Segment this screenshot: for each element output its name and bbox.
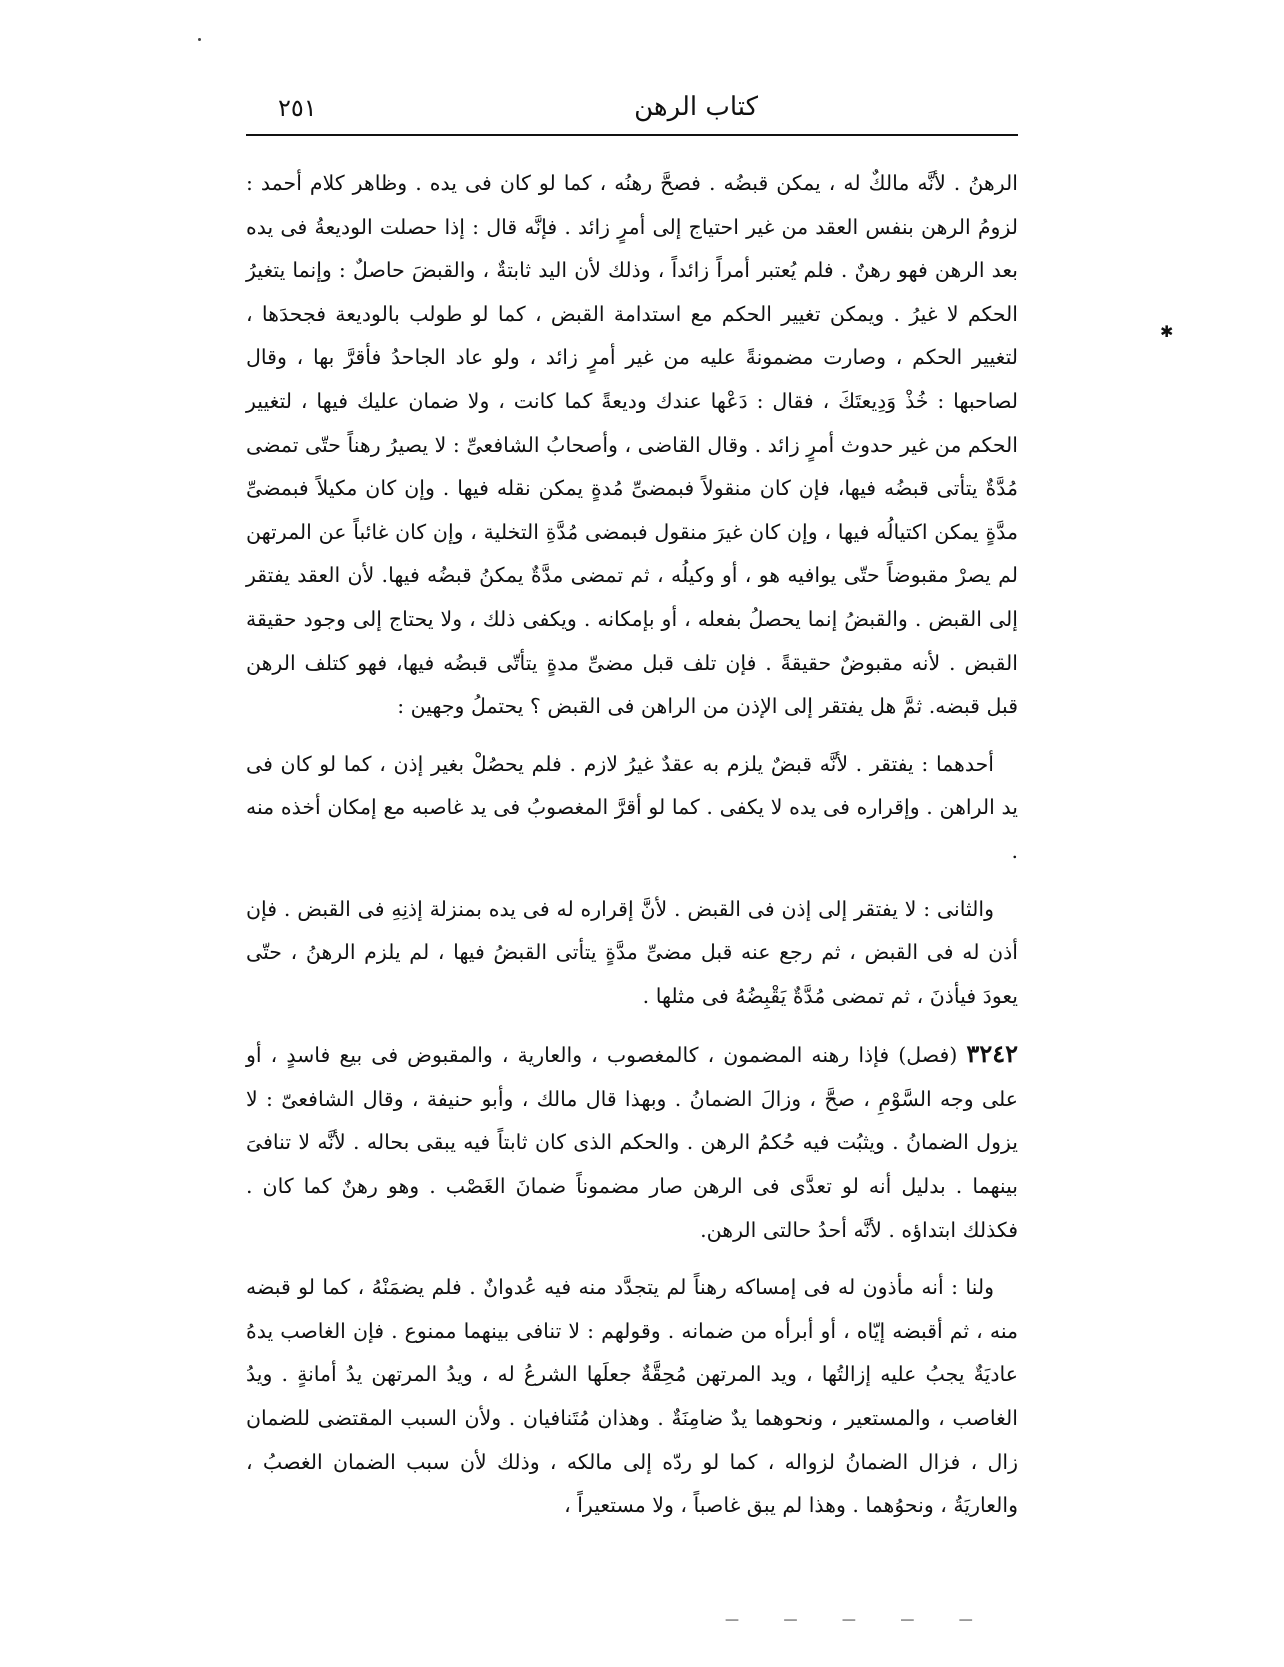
body-text xyxy=(246,162,1018,1528)
footer-marks: — — — — — xyxy=(725,1612,993,1628)
header-rule xyxy=(246,134,1018,136)
paragraph-4 xyxy=(246,1032,1018,1252)
paragraph-4-text: (فصل) فإذا رهنه المضمون ، كالمغصوب ، والعارية ، والمقبوض فى بيع فاسدٍ ، أو على وجه السَّوْمِ ، صحَّ ، وزالَ الضمانُ . وبهذا قال مالك ، وأبو حنيفة ، وقال الشافعىّ : لا يزول الضمانُ . ويثبُت فيه حُكمُ الرهن . والحكم الذى كان ثابتاً فيه يبقى بحاله . لأنَّه لا تنافىَ بينهما . بدليل أنه لو تعدَّى فى الرهن صار مضموناً ضمانَ الغَصْب . وهو رهنٌ كما كان . فكذلك ابتداؤه . لأنَّه أحدُ حالتى الرهن. xyxy=(246,1043,1018,1242)
margin-marker: ✱ xyxy=(1160,322,1174,341)
chapter-title: كتاب الرهن xyxy=(634,92,758,122)
running-header xyxy=(246,92,1018,132)
section-number: ٣٢٤٢ xyxy=(966,1039,1018,1069)
paragraph-2: أحدهما : يفتقر . لأنَّه قبضٌ يلزم به عقدٌ غيرُ لازم . فلم يحصُلْ بغير إذن ، كما لو كان فى يد الراهن . وإقراره فى يده لا يكفى . كما لو أقرَّ المغصوبُ فى يد غاصبه مع إمكان أخذه منه . xyxy=(246,751,1018,863)
paragraph-5: ولنا : أنه مأذون له فى إمساكه رهناً لم يتجدَّد منه فيه عُدوانٌ . فلم يضمَنْهُ ، كما لو قبضه منه ، ثم أقبضه إيّاه ، أو أبرأه من ضمانه . وقولهم : لا تنافى بينهما ممنوع . فإن الغاصب يدهُ عاديَةٌ يجبُ عليه إزالتُها ، ويد المرتهن مُحِقَّةٌ جعلَها الشرعُ له ، ويدُ المرتهن يدُ أمانةٍ . ويدُ الغاصب ، والمستعير ، ونحوهما يدٌ ضامِنَةٌ . وهذان مُتَنافيان . ولأن السبب المقتضى للضمان زال ، فزال الضمانُ لزواله ، كما لو ردّه إلى مالكه ، وذلك لأن سبب الضمان الغصبُ ، والعاريَةُ ، ونحوُهما . وهذا لم يبق غاصباً ، ولا مستعيراً ، xyxy=(246,1275,1018,1518)
scan-speck xyxy=(198,38,201,41)
paragraph-3: والثانى : لا يفتقر إلى إذن فى القبض . لأنَّ إقراره له فى يده بمنزلة إذنِهِ فى القبض . فإن أذن له فى القبض ، ثم رجع عنه قبل مضىِّ مدَّةٍ يتأتى القبضُ فيها ، لم يلزم الرهنُ ، حتّى يعودَ فيأذنَ ، ثم تمضى مُدَّةٌ يَقْبِضُهُ فى مثلها . xyxy=(246,896,1018,1008)
page-number: ٢٥١ xyxy=(278,94,317,122)
paragraph-1: الرهنُ . لأنَّه مالكٌ له ، يمكن قبضُه . فصحَّ رهنُه ، كما لو كان فى يده . وظاهر كلام أحمد : لزومُ الرهن بنفس العقد من غير احتياج إلى أمرٍ زائد . فإنَّه قال : إذا حصلت الوديعةُ فى يده بعد الرهن فهو رهنٌ . فلم يُعتبر أمراً زائداً ، وذلك لأن اليد ثابتةٌ ، والقبضَ حاصلٌ : وإنما يتغيرُ الحكم لا غيرُ . ويمكن تغيير الحكم مع استدامة القبض ، كما لو طولب بالوديعة فجحدَها ، لتغيير الحكم ، وصارت مضمونةً عليه من غير أمرٍ زائد ، ولو عاد الجاحدُ فأقرَّ بها ، وقال لصاحبها : خُذْ وَدِيعتَكَ ، فقال : دَعْها عندك وديعةً كما كانت ، ولا ضمان عليك فيها ، لتغيير الحكم من غير حدوث أمرٍ زائد . وقال القاضى ، وأصحابُ الشافعىِّ : لا يصيرُ رهناً حتّى تمضى مُدَّةٌ يتأتى قبضُه فيها، فإن كان منقولاً فبمضىِّ مُدةٍ يمكن نقله فيها . وإن كان مكيلاً فبمضىِّ مدَّةٍ يمكن اكتيالُه فيها ، وإن كان غيرَ منقول فبمضى مُدَّةِ التخلية ، وإن كان غائباً عن المرتهن لم يصرْ مقبوضاً حتّى يوافيه هو ، أو وكيلُه ، ثم تمضى مدَّةٌ يمكنُ قبضُه فيها. لأن العقد يفتقر إلى القبض . والقبضُ إنما يحصلُ بفعله ، أو بإمكانه . ويكفى ذلك ، ولا يحتاج إلى وجود حقيقة القبض . لأنه مقبوضٌ حقيقةً . فإن تلف قبل مضىِّ مدةٍ يتأتّى قبضُه فيها، فهو كتلف الرهن قبل قبضه. ثمَّ هل يفتقر إلى الإذن من الراهن فى القبض ؟ يحتملُ وجهين : xyxy=(246,171,1018,719)
